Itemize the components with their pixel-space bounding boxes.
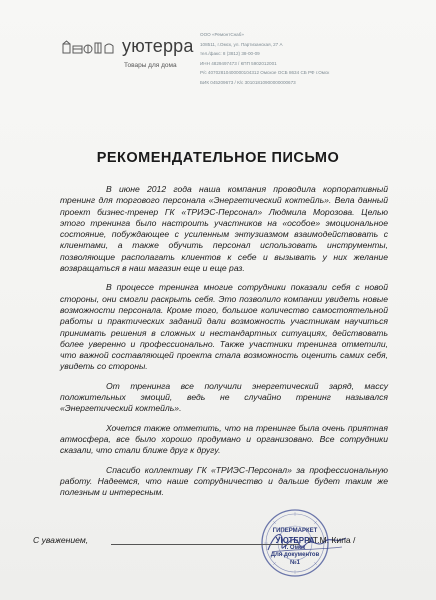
requisite-line: тел./факс: 8 (3812) 38-00-09: [200, 51, 260, 56]
requisite-line: ИНН 4829497473 / КПП 5902012001: [200, 60, 277, 66]
brand-slogan: Товары для дома: [124, 62, 177, 69]
stamp-line: УЮТЕРРА: [275, 535, 315, 545]
paragraph: В июне 2012 года наша компания проводила корпоративный тренинг для торгового персонала «Энергетический коктейль». Вела данный проект бизнес-тренер ГК «ТРИЭС-Персонал» Людмила Морозова. Целью этого тренинга было настроить участников на «особое» эмоциональное состояние, побуждающее с усиленным энтузиазмом взаимодействовать с клиентами, а также обучить персонал использовать инструменты, позволяющие располагать клиентов к себе и вызывать у них желание возвращаться в наш магазин еще и еще раз.: [60, 184, 388, 274]
requisite-line: БИК 045209673 / К/с 30101810900000000673: [200, 79, 296, 85]
company-requisites: [200, 30, 415, 87]
stamp-line: ГИПЕРМАРКЕТ: [272, 528, 318, 534]
paragraph: От тренинга все получили энергетический заряд, массу положительных эмоций, ведь не случайно тренинг назывался «Энергетический коктейль».: [60, 380, 388, 414]
stamp-line: №1: [289, 559, 301, 566]
letter-title: РЕКОМЕНДАТЕЛЬНОЕ ПИСЬМО: [96, 150, 340, 166]
paragraph: Хочется также отметить, что на тренинге была очень приятная атмосфера, все было хорошо продумано и организовано. Все сотрудники сказали, что стали ближе друг к другу.: [60, 422, 388, 456]
signature-line: [111, 544, 299, 545]
paragraph: В процессе тренинга многие сотрудники показали себя с новой стороны, они смогли раскрыть себя. Это позволило компании увидеть новые возможности персонала. Кроме того, большое количество самостоятельной работы и практических заданий дали возможность участникам научиться принимать решения в сложных и нестандартных ситуациях, действовать более уверенно и профессионально. Также участники тренинга отметили, что важной составляющей проекта стала возможность оценить самих себя, увидеть со стороны.: [60, 282, 388, 372]
signer-name: / Т.М. Кипа /: [308, 535, 356, 545]
signature-block: [33, 535, 405, 565]
company-logo: [62, 35, 192, 81]
letter-body: [60, 184, 388, 506]
requisite-line: 108511, г.Омск, ул. Партизанская, 27 А: [200, 41, 283, 47]
requisite-line: Р/с 40702810400000104312 Омское ОСБ 8634 СБ РФ г.Омск: [200, 70, 330, 75]
brand-name: уютерра: [122, 36, 194, 56]
stamp-line: Для документов: [270, 552, 320, 558]
requisite-line: ООО «РемонтСнаб»: [200, 32, 244, 37]
home-goods-icons: [62, 40, 118, 56]
closing-text: С уважением,: [33, 535, 89, 545]
stamp-line: г. Омск: [284, 544, 306, 551]
paragraph: Спасибо коллективу ГК «ТРИЭС-Персонал» за профессиональную работу. Надеемся, что наше сотрудничество и дальше будет таким же полезным и интересным.: [60, 464, 388, 498]
